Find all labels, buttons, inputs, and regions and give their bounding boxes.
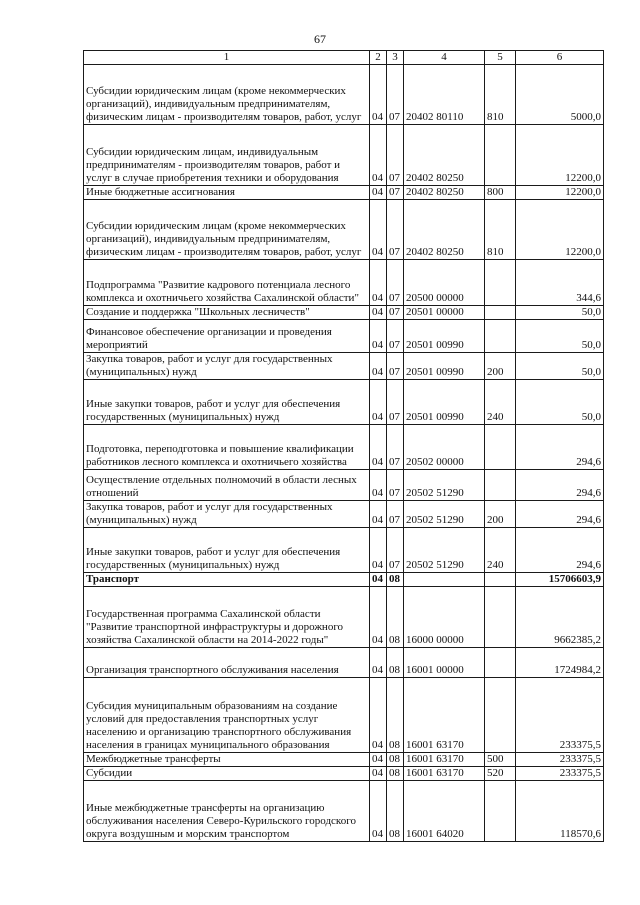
subsection-code: 07 bbox=[387, 306, 404, 320]
table-row bbox=[84, 470, 604, 501]
subsection-code: 07 bbox=[387, 125, 404, 186]
target-article-code: 16001 63170 bbox=[404, 753, 485, 767]
target-article-code: 16001 00000 bbox=[404, 648, 485, 678]
budget-item-name: Создание и поддержка "Школьных лесничеств" bbox=[84, 306, 370, 320]
subsection-code: 08 bbox=[387, 753, 404, 767]
amount: 9662385,2 bbox=[516, 587, 604, 648]
target-article-code: 16001 64020 bbox=[404, 781, 485, 842]
target-article-code: 20501 00000 bbox=[404, 306, 485, 320]
budget-item-name: Субсидии юридическим лицам (кроме некоммерческих организаций), индивидуальным предпринимателям, физическим лицам - производителям товаров, работ, услуг bbox=[84, 200, 370, 260]
expense-type-code bbox=[485, 260, 516, 306]
expense-type-code: 520 bbox=[485, 767, 516, 781]
table-row bbox=[84, 781, 604, 842]
budget-item-name: Финансовое обеспечение организации и проведения мероприятий bbox=[84, 320, 370, 353]
subsection-code: 07 bbox=[387, 470, 404, 501]
subsection-code: 07 bbox=[387, 260, 404, 306]
section-code: 04 bbox=[370, 753, 387, 767]
budget-item-name: Иные межбюджетные трансферты на организацию обслуживания населения Северо-Курильского городского округа воздушным и морским транспортом bbox=[84, 781, 370, 842]
budget-item-name: Иные закупки товаров, работ и услуг для обеспечения государственных (муниципальных) нужд bbox=[84, 380, 370, 425]
budget-item-name: Подпрограмма "Развитие кадрового потенциала лесного комплекса и охотничьего хозяйства Сахалинской области" bbox=[84, 260, 370, 306]
subsection-code: 08 bbox=[387, 587, 404, 648]
table-row bbox=[84, 320, 604, 353]
budget-item-name: Иные бюджетные ассигнования bbox=[84, 186, 370, 200]
amount: 344,6 bbox=[516, 260, 604, 306]
budget-table bbox=[83, 50, 604, 842]
subsection-code: 07 bbox=[387, 200, 404, 260]
section-code: 04 bbox=[370, 767, 387, 781]
target-article-code: 20502 00000 bbox=[404, 425, 485, 470]
section-code: 04 bbox=[370, 353, 387, 380]
column-header: 2 bbox=[370, 51, 387, 65]
amount: 50,0 bbox=[516, 320, 604, 353]
table-row bbox=[84, 306, 604, 320]
table-row bbox=[84, 353, 604, 380]
expense-type-code bbox=[485, 125, 516, 186]
column-header: 4 bbox=[404, 51, 485, 65]
table-row bbox=[84, 125, 604, 186]
column-header: 5 bbox=[485, 51, 516, 65]
amount: 294,6 bbox=[516, 425, 604, 470]
amount: 5000,0 bbox=[516, 65, 604, 125]
target-article-code: 20502 51290 bbox=[404, 501, 485, 528]
expense-type-code bbox=[485, 470, 516, 501]
section-code: 04 bbox=[370, 306, 387, 320]
budget-item-name: Субсидия муниципальным образованиям на создание условий для предоставления транспортных услуг населению и организацию транспортного обслуживания населения в границах муниципального образования bbox=[84, 678, 370, 753]
budget-item-name: Транспорт bbox=[84, 573, 370, 587]
table-row bbox=[84, 648, 604, 678]
amount: 50,0 bbox=[516, 353, 604, 380]
budget-item-name: Закупка товаров, работ и услуг для государственных (муниципальных) нужд bbox=[84, 501, 370, 528]
section-code: 04 bbox=[370, 260, 387, 306]
amount: 12200,0 bbox=[516, 200, 604, 260]
target-article-code: 16001 63170 bbox=[404, 767, 485, 781]
table-row bbox=[84, 767, 604, 781]
target-article-code: 20502 51290 bbox=[404, 528, 485, 573]
section-code: 04 bbox=[370, 573, 387, 587]
budget-item-name: Иные закупки товаров, работ и услуг для обеспечения государственных (муниципальных) нужд bbox=[84, 528, 370, 573]
expense-type-code bbox=[485, 678, 516, 753]
budget-item-name: Организация транспортного обслуживания населения bbox=[84, 648, 370, 678]
table-body bbox=[84, 65, 604, 842]
expense-type-code: 200 bbox=[485, 353, 516, 380]
budget-item-name: Закупка товаров, работ и услуг для государственных (муниципальных) нужд bbox=[84, 353, 370, 380]
table-row bbox=[84, 200, 604, 260]
table-header-row bbox=[84, 51, 604, 65]
table-row bbox=[84, 425, 604, 470]
expense-type-code: 810 bbox=[485, 65, 516, 125]
target-article-code bbox=[404, 573, 485, 587]
budget-item-name: Подготовка, переподготовка и повышение квалификации работников лесного комплекса и охотничьего хозяйства bbox=[84, 425, 370, 470]
amount: 15706603,9 bbox=[516, 573, 604, 587]
subsection-code: 07 bbox=[387, 353, 404, 380]
subsection-code: 08 bbox=[387, 767, 404, 781]
target-article-code: 20402 80110 bbox=[404, 65, 485, 125]
table-row bbox=[84, 528, 604, 573]
column-header: 6 bbox=[516, 51, 604, 65]
amount: 12200,0 bbox=[516, 186, 604, 200]
amount: 233375,5 bbox=[516, 753, 604, 767]
expense-type-code bbox=[485, 648, 516, 678]
expense-type-code: 500 bbox=[485, 753, 516, 767]
target-article-code: 20502 51290 bbox=[404, 470, 485, 501]
amount: 12200,0 bbox=[516, 125, 604, 186]
subsection-code: 08 bbox=[387, 781, 404, 842]
table-row bbox=[84, 587, 604, 648]
expense-type-code bbox=[485, 320, 516, 353]
expense-type-code bbox=[485, 573, 516, 587]
target-article-code: 20402 80250 bbox=[404, 200, 485, 260]
table-row bbox=[84, 186, 604, 200]
subsection-code: 07 bbox=[387, 501, 404, 528]
amount: 294,6 bbox=[516, 501, 604, 528]
section-code: 04 bbox=[370, 528, 387, 573]
subsection-code: 08 bbox=[387, 573, 404, 587]
expense-type-code: 240 bbox=[485, 380, 516, 425]
section-code: 04 bbox=[370, 65, 387, 125]
subsection-code: 07 bbox=[387, 186, 404, 200]
expense-type-code bbox=[485, 781, 516, 842]
column-header: 3 bbox=[387, 51, 404, 65]
table-row bbox=[84, 260, 604, 306]
target-article-code: 16001 63170 bbox=[404, 678, 485, 753]
subsection-code: 08 bbox=[387, 648, 404, 678]
section-code: 04 bbox=[370, 501, 387, 528]
expense-type-code: 240 bbox=[485, 528, 516, 573]
target-article-code: 20501 00990 bbox=[404, 320, 485, 353]
expense-type-code: 200 bbox=[485, 501, 516, 528]
amount: 294,6 bbox=[516, 470, 604, 501]
expense-type-code bbox=[485, 425, 516, 470]
amount: 118570,6 bbox=[516, 781, 604, 842]
section-code: 04 bbox=[370, 186, 387, 200]
target-article-code: 20501 00990 bbox=[404, 380, 485, 425]
table-row bbox=[84, 380, 604, 425]
subsection-code: 07 bbox=[387, 65, 404, 125]
expense-type-code: 800 bbox=[485, 186, 516, 200]
budget-item-name: Межбюджетные трансферты bbox=[84, 753, 370, 767]
section-code: 04 bbox=[370, 200, 387, 260]
budget-item-name: Осуществление отдельных полномочий в области лесных отношений bbox=[84, 470, 370, 501]
amount: 233375,5 bbox=[516, 767, 604, 781]
section-code: 04 bbox=[370, 587, 387, 648]
table-row bbox=[84, 501, 604, 528]
amount: 50,0 bbox=[516, 306, 604, 320]
target-article-code: 16000 00000 bbox=[404, 587, 485, 648]
section-code: 04 bbox=[370, 781, 387, 842]
table-row bbox=[84, 573, 604, 587]
budget-item-name: Субсидии юридическим лицам, индивидуальным предпринимателям - производителям товаров, работ и услуг в случае приобретения техники и оборудования bbox=[84, 125, 370, 186]
table-row bbox=[84, 678, 604, 753]
subsection-code: 08 bbox=[387, 678, 404, 753]
expense-type-code: 810 bbox=[485, 200, 516, 260]
section-code: 04 bbox=[370, 125, 387, 186]
expense-type-code bbox=[485, 306, 516, 320]
subsection-code: 07 bbox=[387, 425, 404, 470]
amount: 294,6 bbox=[516, 528, 604, 573]
budget-item-name: Субсидии bbox=[84, 767, 370, 781]
target-article-code: 20402 80250 bbox=[404, 186, 485, 200]
target-article-code: 20501 00990 bbox=[404, 353, 485, 380]
section-code: 04 bbox=[370, 320, 387, 353]
column-header: 1 bbox=[84, 51, 370, 65]
section-code: 04 bbox=[370, 678, 387, 753]
table-row bbox=[84, 65, 604, 125]
expense-type-code bbox=[485, 587, 516, 648]
section-code: 04 bbox=[370, 648, 387, 678]
subsection-code: 07 bbox=[387, 528, 404, 573]
section-code: 04 bbox=[370, 470, 387, 501]
target-article-code: 20402 80250 bbox=[404, 125, 485, 186]
page-number: 67 bbox=[314, 32, 326, 46]
amount: 50,0 bbox=[516, 380, 604, 425]
budget-item-name: Субсидии юридическим лицам (кроме некоммерческих организаций), индивидуальным предпринимателям, физическим лицам - производителям товаров, работ, услуг bbox=[84, 65, 370, 125]
target-article-code: 20500 00000 bbox=[404, 260, 485, 306]
subsection-code: 07 bbox=[387, 380, 404, 425]
amount: 1724984,2 bbox=[516, 648, 604, 678]
budget-item-name: Государственная программа Сахалинской области "Развитие транспортной инфраструктуры и дорожного хозяйства Сахалинской области на 2014-2022 годы" bbox=[84, 587, 370, 648]
section-code: 04 bbox=[370, 425, 387, 470]
subsection-code: 07 bbox=[387, 320, 404, 353]
amount: 233375,5 bbox=[516, 678, 604, 753]
section-code: 04 bbox=[370, 380, 387, 425]
table-row bbox=[84, 753, 604, 767]
